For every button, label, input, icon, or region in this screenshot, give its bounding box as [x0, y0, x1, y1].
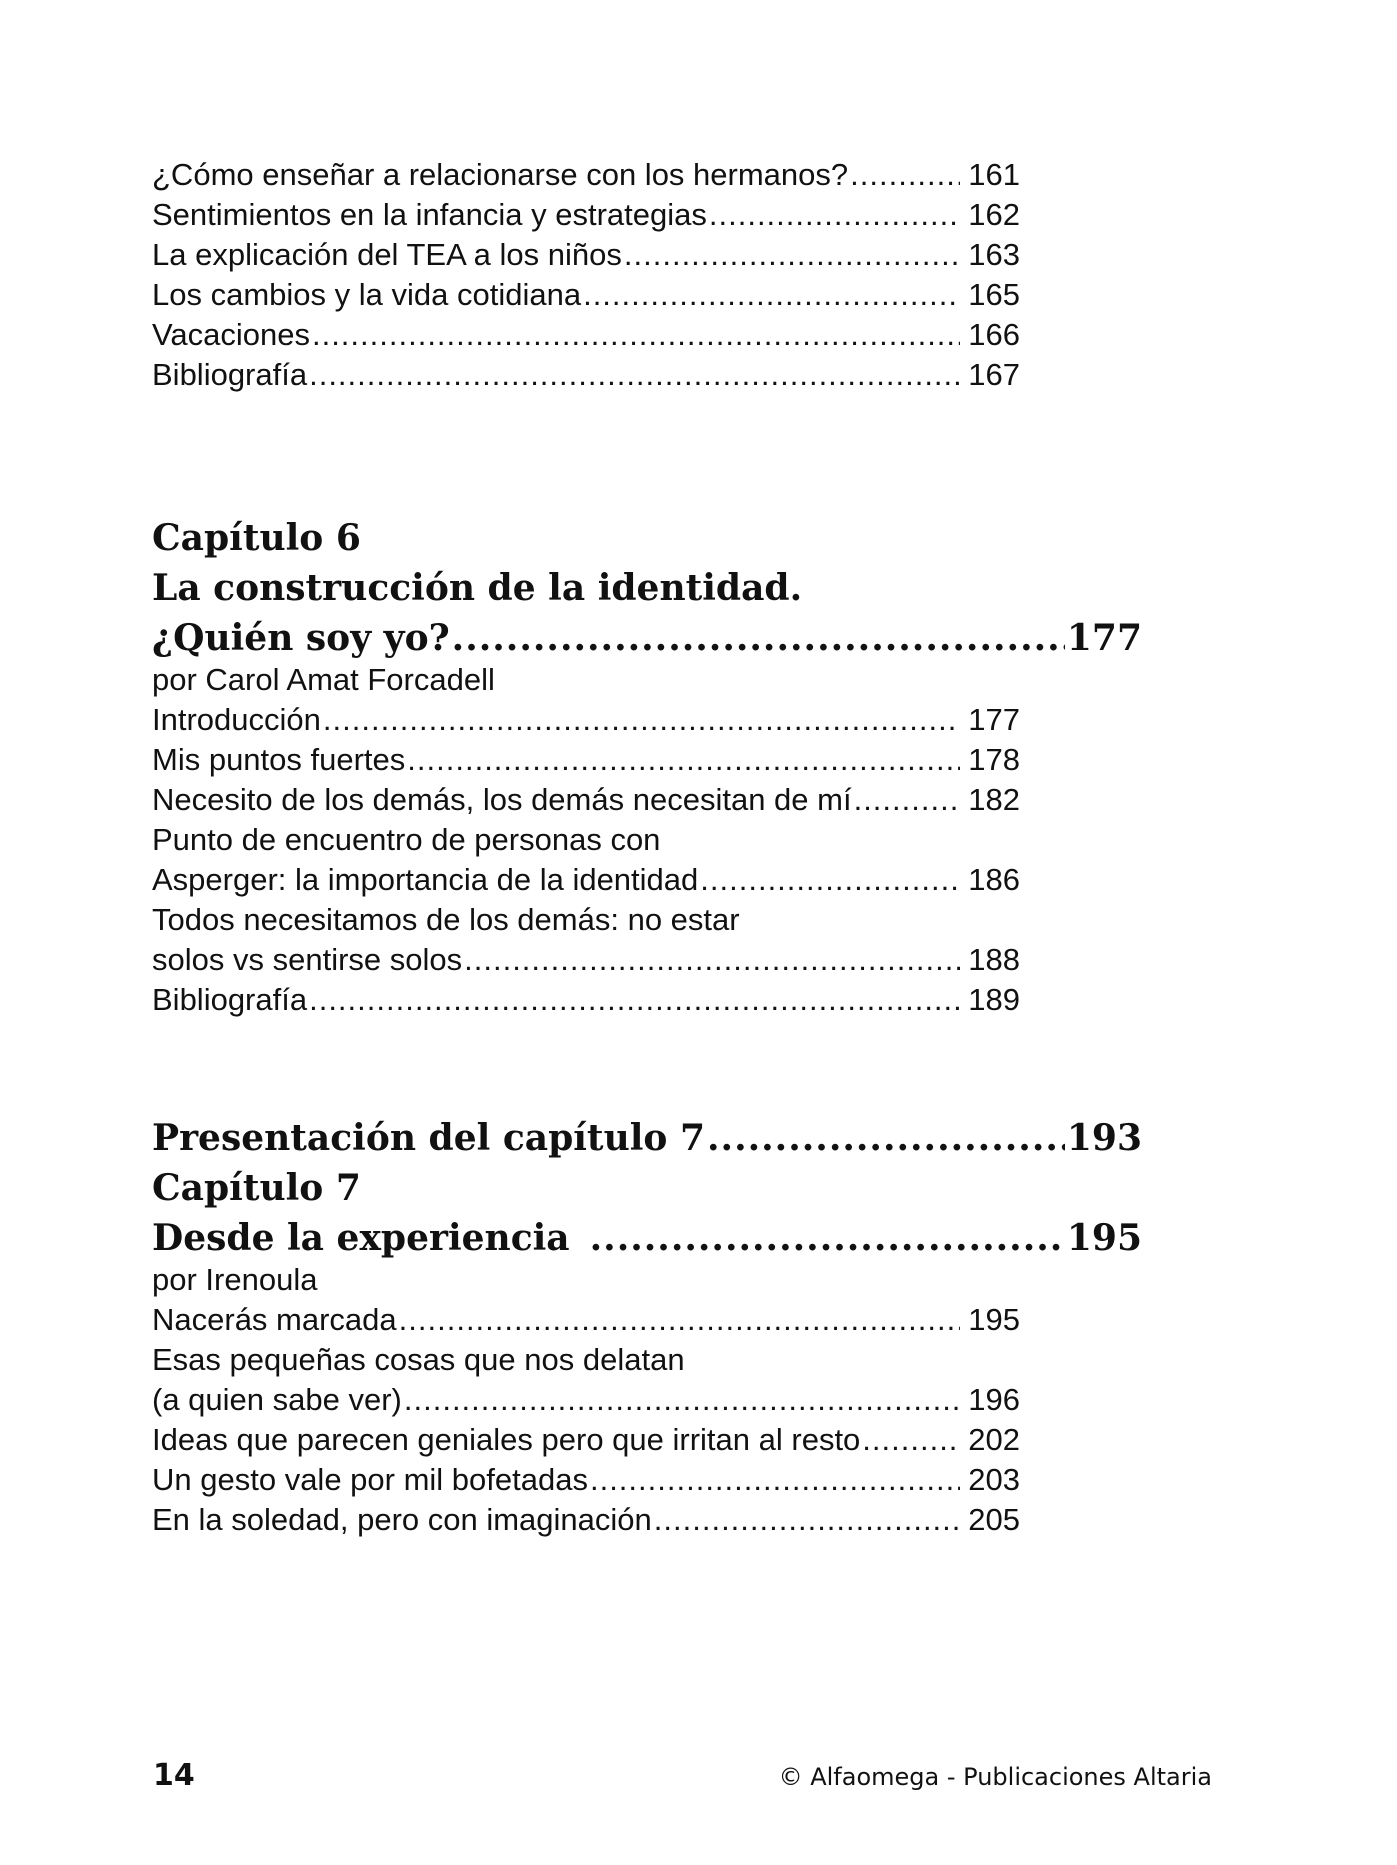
- chapter-6-title-line1: La construcción de la identidad.: [152, 567, 803, 609]
- page-number: 14: [153, 1758, 195, 1793]
- chapter-7-presentation: [152, 1113, 1142, 1163]
- toc-entry-page: 205: [968, 1502, 1020, 1537]
- toc-entry-title: Bibliografía: [152, 357, 308, 392]
- toc-entry-title: En la soledad, pero con imaginación: [152, 1502, 652, 1537]
- dot-leader: [309, 355, 960, 395]
- dot-leader: [590, 1460, 960, 1500]
- toc-entry-title-line1: Esas pequeñas cosas que nos delatan: [152, 1342, 685, 1377]
- toc-entry-title: Un gesto vale por mil bofetadas: [152, 1462, 588, 1497]
- dot-leader: [464, 940, 960, 980]
- toc-entry-page: 163: [968, 237, 1020, 272]
- toc-entry: [152, 1300, 1020, 1340]
- toc-entry: [152, 155, 1020, 195]
- toc-entry-title: Sentimientos en la infancia y estrategias: [152, 197, 707, 232]
- toc-entry-title: Mis puntos fuertes: [152, 742, 406, 777]
- toc-entry-page: 178: [968, 742, 1020, 777]
- dot-leader: [407, 740, 960, 780]
- toc-entry-page: 189: [968, 982, 1020, 1017]
- chapter-6-author: por Carol Amat Forcadell: [152, 662, 495, 697]
- toc-entry-title: Vacaciones: [152, 317, 310, 352]
- chapter-6-title-line2: ¿Quién soy yo?: [152, 617, 450, 659]
- toc-entry: [152, 700, 1020, 740]
- toc-entry-title-line1: Punto de encuentro de personas con: [152, 822, 661, 857]
- toc-entry: [152, 275, 1020, 315]
- toc-entry-title: solos vs sentirse solos: [152, 942, 463, 977]
- toc-entry-page: 186: [968, 862, 1020, 897]
- dot-leader: [654, 1500, 960, 1540]
- toc-entry-title: ¿Cómo enseñar a relacionarse con los hermanos?: [152, 157, 849, 192]
- dot-leader: [404, 1380, 960, 1420]
- chapter-7-page: 195: [1066, 1217, 1142, 1259]
- dot-leader: [323, 700, 960, 740]
- toc-entry-page: 166: [968, 317, 1020, 352]
- copyright-notice: © Alfaomega - Publicaciones Altaria: [778, 1763, 1212, 1791]
- toc-entry-title: Bibliografía: [152, 982, 308, 1017]
- chapter-7-author: por Irenoula: [152, 1262, 318, 1297]
- toc-entry-title: Los cambios y la vida cotidiana: [152, 277, 582, 312]
- dot-leader: [709, 195, 960, 235]
- toc-entry-page: 167: [968, 357, 1020, 392]
- dot-leader: [590, 1213, 1065, 1263]
- dot-leader: [707, 1113, 1065, 1163]
- toc-entry-page: 188: [968, 942, 1020, 977]
- toc-entry-page: 161: [968, 157, 1020, 192]
- toc-entry: [152, 195, 1020, 235]
- chapter-7-heading: [152, 1213, 1142, 1263]
- toc-entry: [152, 980, 1020, 1020]
- chapter-7-presentation-page: 193: [1066, 1117, 1142, 1159]
- dot-leader: [862, 1420, 960, 1460]
- dot-leader: [309, 980, 960, 1020]
- toc-entry: [152, 1500, 1020, 1540]
- toc-entry: [152, 315, 1020, 355]
- dot-leader: [452, 613, 1065, 663]
- toc-entry-title: Asperger: la importancia de la identidad: [152, 862, 699, 897]
- chapter-7-label: Capítulo 7: [152, 1167, 361, 1209]
- dot-leader: [624, 235, 960, 275]
- chapter-6-page: 177: [1066, 617, 1142, 659]
- dot-leader: [583, 275, 960, 315]
- dot-leader: [854, 780, 960, 820]
- dot-leader: [399, 1300, 960, 1340]
- chapter-6-heading: [152, 613, 1142, 663]
- toc-entry: [152, 1420, 1020, 1460]
- toc-entry-title-line1: Todos necesitamos de los demás: no estar: [152, 902, 740, 937]
- toc-entry-title: La explicación del TEA a los niños: [152, 237, 622, 272]
- toc-entry-title: Nacerás marcada: [152, 1302, 397, 1337]
- toc-entry-page: 203: [968, 1462, 1020, 1497]
- toc-entry: [152, 780, 1020, 820]
- toc-entry-title: Necesito de los demás, los demás necesitan de mí: [152, 782, 852, 817]
- toc-entry-title: Introducción: [152, 702, 321, 737]
- toc-entry-page: 177: [968, 702, 1020, 737]
- dot-leader: [312, 315, 960, 355]
- dot-leader: [700, 860, 960, 900]
- toc-entry-page: 182: [968, 782, 1020, 817]
- toc-entry: [152, 235, 1020, 275]
- chapter-7-title: Desde la experiencia: [152, 1217, 570, 1259]
- toc-entry-title: (a quien sabe ver): [152, 1382, 402, 1417]
- chapter-7-presentation-title: Presentación del capítulo 7: [152, 1117, 706, 1159]
- toc-entry-page: 196: [968, 1382, 1020, 1417]
- chapter-6-label: Capítulo 6: [152, 517, 361, 559]
- toc-entry-title: Ideas que parecen geniales pero que irritan al resto: [152, 1422, 861, 1457]
- toc-entry-page: 195: [968, 1302, 1020, 1337]
- toc-entry: [152, 355, 1020, 395]
- toc-entry: [152, 860, 1020, 900]
- toc-entry-page: 165: [968, 277, 1020, 312]
- toc-entry: [152, 1380, 1020, 1420]
- toc-entry: [152, 940, 1020, 980]
- toc-entry-page: 202: [968, 1422, 1020, 1457]
- toc-entry-page: 162: [968, 197, 1020, 232]
- toc-entry: [152, 740, 1020, 780]
- dot-leader: [850, 155, 960, 195]
- toc-entry: [152, 1460, 1020, 1500]
